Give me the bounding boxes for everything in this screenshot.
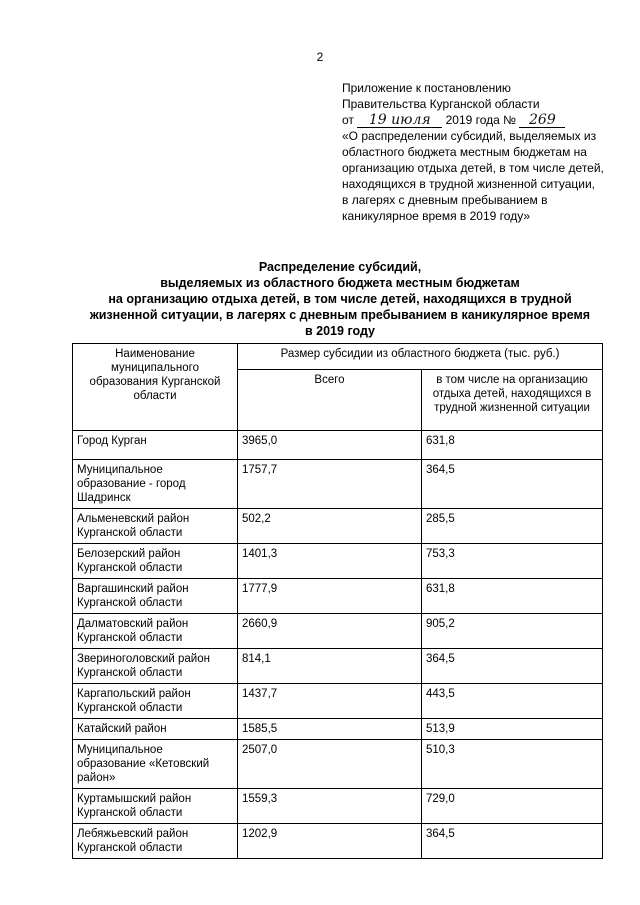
total-value: 3965,0 bbox=[238, 431, 422, 460]
table-row bbox=[73, 544, 603, 579]
municipality-name: Муниципальное образование - город Шадринск bbox=[73, 460, 238, 509]
appendix-line-1: Приложение к постановлению bbox=[342, 81, 511, 95]
total-value: 1777,9 bbox=[238, 579, 422, 614]
difficult-value: 729,0 bbox=[422, 789, 603, 824]
appendix-line-2: Правительства Курганской области bbox=[342, 97, 540, 111]
title-line-4: жизненной ситуации, в лагерях с дневным пребыванием в каникулярное время bbox=[89, 308, 591, 322]
municipality-name: Белозерский район Курганской области bbox=[73, 544, 238, 579]
table-row bbox=[73, 614, 603, 649]
total-value: 1585,5 bbox=[238, 719, 422, 740]
header-total: Всего bbox=[238, 370, 422, 431]
total-value: 1559,3 bbox=[238, 789, 422, 824]
difficult-value: 364,5 bbox=[422, 460, 603, 509]
municipality-name: Каргапольский район Курганской области bbox=[73, 684, 238, 719]
table-body bbox=[73, 431, 603, 859]
subsidy-table bbox=[72, 343, 603, 859]
total-value: 502,2 bbox=[238, 509, 422, 544]
table-row bbox=[73, 579, 603, 614]
table-row bbox=[73, 431, 603, 460]
table-row bbox=[73, 824, 603, 859]
document-title bbox=[60, 259, 620, 339]
difficult-value: 364,5 bbox=[422, 649, 603, 684]
title-line-3: на организацию отдыха детей, в том числе детей, находящихся в трудной bbox=[108, 292, 572, 306]
appendix-block bbox=[342, 80, 604, 224]
table-row bbox=[73, 649, 603, 684]
municipality-name: Катайский район bbox=[73, 719, 238, 740]
table-row bbox=[73, 719, 603, 740]
appendix-date-line bbox=[342, 112, 604, 128]
handwritten-number: 269 bbox=[519, 113, 565, 128]
municipality-name: Варгашинский район Курганской области bbox=[73, 579, 238, 614]
appendix-from: от bbox=[342, 113, 354, 127]
municipality-name: Далматовский район Курганской области bbox=[73, 614, 238, 649]
handwritten-date: 19 июля bbox=[357, 113, 442, 128]
appendix-subject: «О распределении субсидий, выделяемых из областного бюджета местным бюджетам на организацию отдыха детей, в том числе детей, находящихся в трудной жизненной ситуации, в лагерях с дневным пребыванием в каникулярное время в 2019 году» bbox=[342, 129, 604, 223]
municipality-name: Альменевский район Курганской области bbox=[73, 509, 238, 544]
total-value: 1401,3 bbox=[238, 544, 422, 579]
total-value: 1202,9 bbox=[238, 824, 422, 859]
table-row bbox=[73, 789, 603, 824]
difficult-value: 513,9 bbox=[422, 719, 603, 740]
table-row bbox=[73, 460, 603, 509]
table-header-row bbox=[73, 344, 603, 370]
total-value: 2507,0 bbox=[238, 740, 422, 789]
municipality-name: Звериноголовский район Курганской области bbox=[73, 649, 238, 684]
municipality-name: Город Курган bbox=[73, 431, 238, 460]
difficult-value: 753,3 bbox=[422, 544, 603, 579]
title-line-5: в 2019 году bbox=[305, 324, 375, 338]
title-line-2: выделяемых из областного бюджета местным бюджетам bbox=[160, 276, 520, 290]
municipality-name: Лебяжьевский район Курганской области bbox=[73, 824, 238, 859]
difficult-value: 631,8 bbox=[422, 431, 603, 460]
difficult-value: 285,5 bbox=[422, 509, 603, 544]
table-row bbox=[73, 740, 603, 789]
difficult-value: 443,5 bbox=[422, 684, 603, 719]
total-value: 2660,9 bbox=[238, 614, 422, 649]
total-value: 1757,7 bbox=[238, 460, 422, 509]
header-name: Наименование муниципального образования Курганской области bbox=[73, 344, 238, 431]
header-subsidy: Размер субсидии из областного бюджета (тыс. руб.) bbox=[238, 344, 603, 370]
appendix-year-text: 2019 года № bbox=[445, 113, 517, 127]
difficult-value: 510,3 bbox=[422, 740, 603, 789]
difficult-value: 364,5 bbox=[422, 824, 603, 859]
table-row bbox=[73, 684, 603, 719]
page-number: 2 bbox=[316, 50, 324, 64]
table-row bbox=[73, 509, 603, 544]
difficult-value: 905,2 bbox=[422, 614, 603, 649]
municipality-name: Муниципальное образование «Кетовский район» bbox=[73, 740, 238, 789]
municipality-name: Куртамышский район Курганской области bbox=[73, 789, 238, 824]
title-line-1: Распределение субсидий, bbox=[258, 260, 422, 274]
total-value: 1437,7 bbox=[238, 684, 422, 719]
total-value: 814,1 bbox=[238, 649, 422, 684]
header-difficult: в том числе на организацию отдыха детей, находящихся в трудной жизненной ситуации bbox=[422, 370, 603, 431]
difficult-value: 631,8 bbox=[422, 579, 603, 614]
